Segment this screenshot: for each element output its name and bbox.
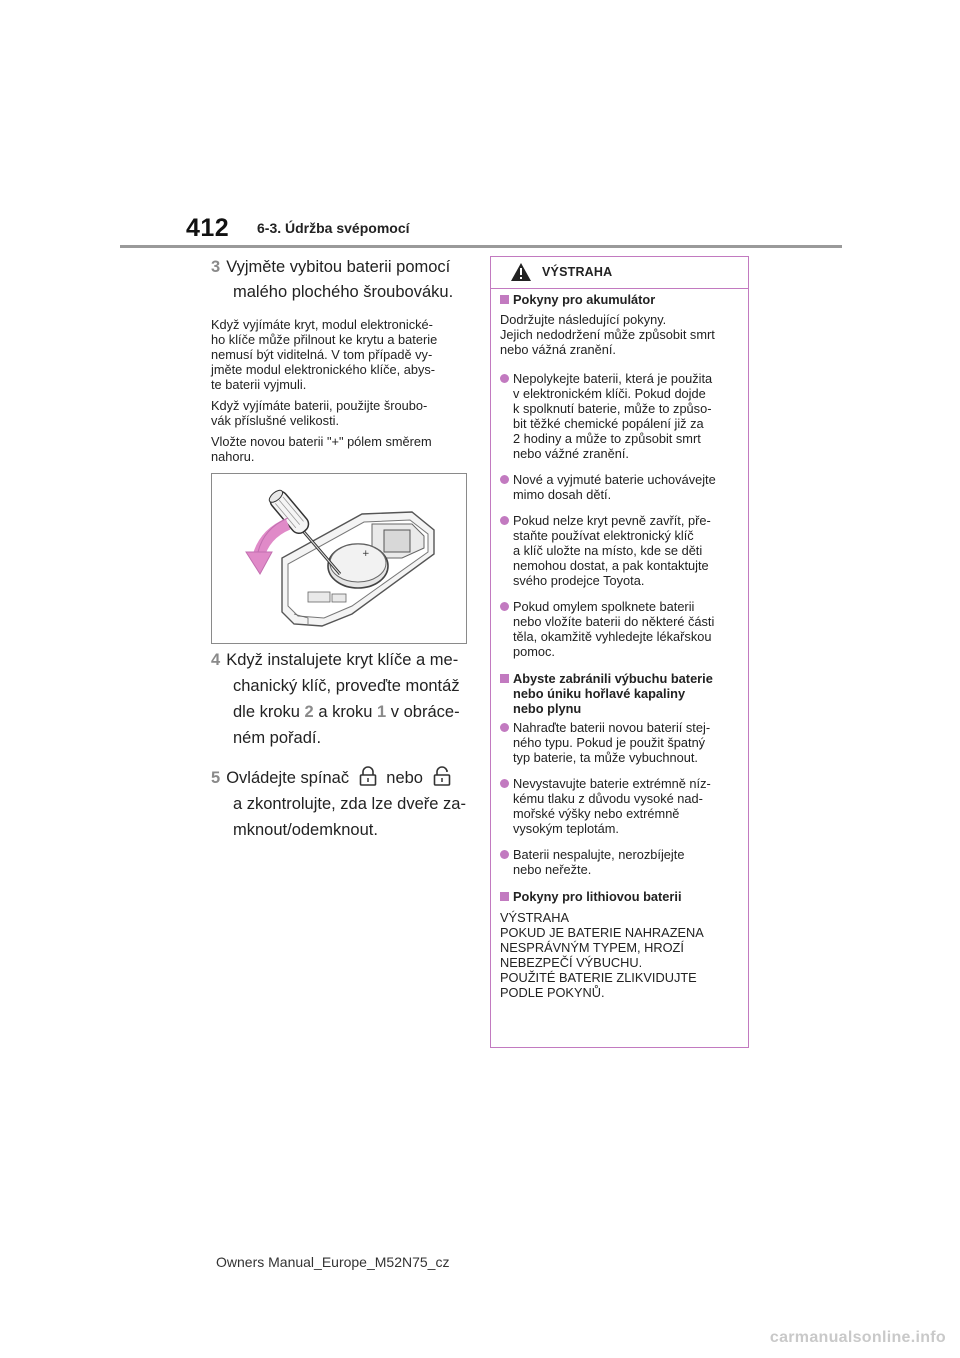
warning-triangle-icon — [510, 262, 532, 287]
section-heading-explosion — [500, 671, 736, 716]
step-4-line-3 — [211, 699, 473, 725]
round-bullet-icon — [500, 602, 509, 611]
step-4-line-4: ném pořadí. — [233, 729, 322, 747]
step-5-line-2: a zkontrolujte, zda lze dveře za- — [233, 795, 466, 813]
round-bullet-icon — [500, 779, 509, 788]
warning-header — [491, 257, 748, 289]
warning-title: VÝSTRAHA — [542, 265, 613, 279]
note-screwdriver-size: Když vyjímáte baterii, použijte šroubo- vák příslušné velikosti. — [211, 398, 428, 428]
round-bullet-icon — [500, 516, 509, 525]
step-5 — [211, 765, 473, 843]
step-4 — [211, 648, 473, 751]
warning-bullet — [500, 599, 736, 659]
step-4-line-2: chanický klíč, proveďte montáž — [233, 677, 460, 695]
warning-bullet — [500, 720, 736, 765]
page-number: 412 — [186, 214, 230, 242]
note-cover-removal: Když vyjímáte kryt, modul elektronické- ho klíče může přilnout ke krytu a baterie nemusí být viditelná. V tom případě vy- jměte modul elektronického klíče, abys- te baterii vyjmuli. — [211, 317, 438, 392]
bullet-text: Nahraďte baterii novou baterií stej- ného typu. Pokud je použit špatný typ baterie, ta může vybuchnout. — [513, 720, 711, 765]
bullet-text: Nepolykejte baterii, která je použita v elektronickém klíči. Pokud dojde k spolknutí baterie, může to způso- bit těžké chemické popálení již za 2 hodiny a může to způsobit smrt nebo vážné zranění. — [513, 371, 713, 461]
bullet-text: Pokud omylem spolknete baterii nebo vložíte baterii do některé části těla, okamžitě vyhledejte lékařskou pomoc. — [513, 599, 715, 659]
left-column-lower — [211, 648, 473, 843]
section-heading-text: Pokyny pro akumulátor — [513, 292, 656, 307]
warning-bullet — [500, 776, 736, 836]
warning-bullet — [500, 847, 736, 877]
unlock-icon — [431, 765, 453, 787]
section-heading-text: Abyste zabránili výbuchu baterie nebo úniku hořlavé kapaliny nebo plynu — [513, 671, 713, 716]
step-4-line-3c: v obráce- — [386, 703, 460, 721]
warning-intro: Dodržujte následující pokyny. Jejich nedodržení může způsobit smrt nebo vážná zranění. — [500, 312, 715, 357]
round-bullet-icon — [500, 723, 509, 732]
step-3 — [211, 255, 471, 305]
bullet-text: Pokud nelze kryt pevně zavřít, pře- staňte používat elektronický klíč a klíč uložte na místo, kde se děti nemohou dostat, a pak kontaktujte svého prodejce Toyota. — [513, 513, 711, 588]
footer-doc-id: Owners Manual_Europe_M52N75_cz — [216, 1254, 450, 1270]
warning-bullet — [500, 513, 736, 588]
square-bullet-icon — [500, 295, 509, 304]
step-5-line-1a: Ovládejte spínač — [226, 769, 350, 787]
square-bullet-icon — [500, 892, 509, 901]
step-3-number: 3 — [211, 258, 221, 276]
step-ref-1: 1 — [377, 703, 387, 721]
bullet-text: Nevystavujte baterie extrémně níz- kému tlaku z důvodu vysoké nad- mořské výšky nebo extrémně vysokým teplotám. — [513, 776, 711, 836]
round-bullet-icon — [500, 850, 509, 859]
svg-text:+: + — [362, 549, 370, 559]
header-rule — [120, 245, 842, 248]
round-bullet-icon — [500, 374, 509, 383]
step-4-line-1: Když instalujete kryt klíče a me- — [226, 651, 459, 669]
note-battery-polarity: Vložte novou baterii "+" pólem směrem nahoru. — [211, 434, 432, 464]
step-5-number: 5 — [211, 769, 221, 787]
warning-box — [490, 256, 749, 1048]
square-bullet-icon — [500, 674, 509, 683]
lock-icon — [357, 765, 379, 787]
bullet-text: Baterii nespalujte, nerozbíjejte nebo neřežte. — [513, 847, 685, 877]
step-4-number: 4 — [211, 651, 221, 669]
section-heading-lithium — [500, 889, 736, 904]
left-column — [211, 255, 471, 470]
watermark: carmanualsonline.info — [769, 1329, 946, 1346]
step-5-line-3: mknout/odemknout. — [233, 821, 378, 839]
round-bullet-icon — [500, 475, 509, 484]
warning-body — [491, 289, 748, 1000]
step-5-line-1b: nebo — [386, 769, 423, 787]
section-heading-battery — [500, 292, 736, 307]
step-4-line-3b: a kroku — [313, 703, 378, 721]
section-heading-text: Pokyny pro lithiovou baterii — [513, 889, 682, 904]
step-4-line-3a: dle kroku — [233, 703, 305, 721]
step-3-line-2: malého plochého šroubováku. — [233, 283, 454, 301]
step-3-line-1: Vyjměte vybitou baterii pomocí — [226, 258, 451, 276]
key-battery-screwdriver-drawing — [212, 474, 466, 643]
warning-bullet — [500, 472, 736, 502]
warning-bullet — [500, 371, 736, 461]
section-title: 6-3. Údržba svépomocí — [257, 220, 410, 236]
battery-removal-illustration — [211, 473, 467, 644]
lithium-warning-text: VÝSTRAHA POKUD JE BATERIE NAHRAZENA NESPRÁVNÝM TYPEM, HROZÍ NEBEZPEČÍ VÝBUCHU. POUŽITÉ BATERIE ZLIKVIDUJTE PODLE POKYNŮ. — [500, 910, 704, 1000]
step-ref-2: 2 — [304, 703, 314, 721]
bullet-text: Nové a vyjmuté baterie uchovávejte mimo dosah dětí. — [513, 472, 716, 502]
